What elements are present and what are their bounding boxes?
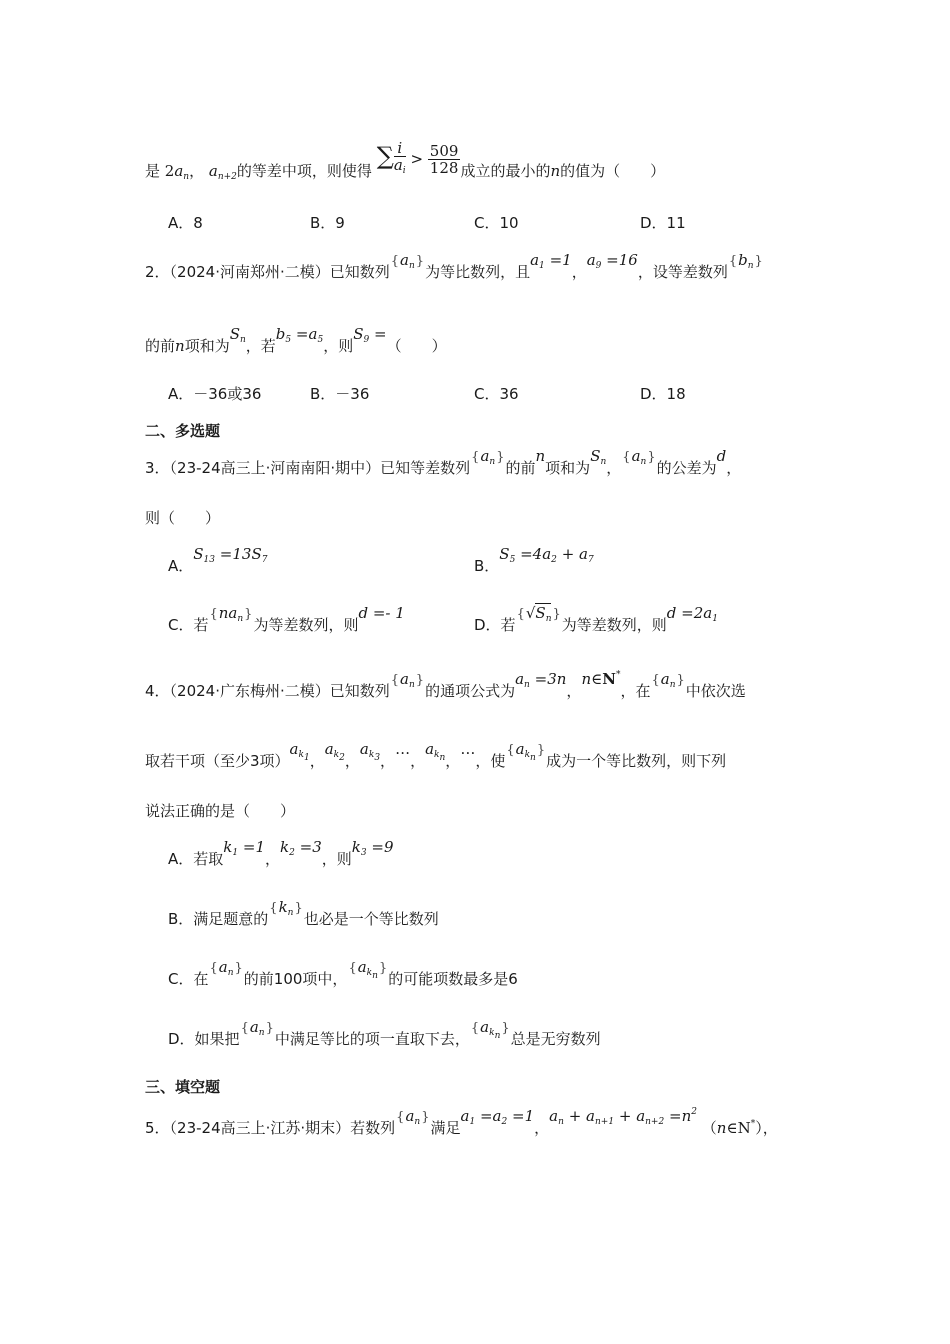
q4-option-c: C．在$\{a_n\}$的前100项中，$\{a_{k_n}\}$的可能项数最多是6 (168, 958, 518, 988)
q2-line1: 2．（2024·河南郑州·二模）已知数列$\{a_n\}$为等比数列，且$a_1 =1$，$a_9 =16$，设等差数列$\{b_n\}$ (145, 251, 763, 281)
q3-option-c: C．若$\{na_n\}$为等差数列，则d =- 1 (168, 604, 405, 634)
q3-option-d: D．若$\{√S_n\}$为等差数列，则$d =2a_1$ (474, 604, 718, 634)
q5-line1: 5．（23-24高三上·江苏·期末）若数列$\{a_n\}$满足$a_1 =a_2 =1$，$a_n + a_{n+1} + a_{n+2} =n^2$ （n∈N*）， (145, 1107, 778, 1137)
q2-option-b: B．－36 (310, 385, 370, 403)
q4-option-a: A．若取$k_1 =1$，$k_2 =3$，则$k_3 =9$ (168, 838, 394, 868)
q2-option-c: C．36 (474, 385, 519, 403)
q3-line2: 则（ ） (145, 509, 221, 527)
q3-option-b: B．$S_5 =4a_2 + a_7$ (474, 545, 594, 575)
q4-line3: 说法正确的是（ ） (145, 802, 296, 820)
q1-option-d: D．11 (640, 214, 686, 232)
q4-line1: 4．（2024·广东梅州·二模）已知数列$\{a_n\}$的通项公式为$a_n =3n$，n∈N*，在$\{a_n\}$中依次选 (145, 670, 746, 700)
q2-option-a: A．－36或36 (168, 385, 262, 403)
q1-option-a: A．8 (168, 214, 203, 232)
q4-option-d: D．如果把$\{a_n\}$中满足等比的项一直取下去，$\{a_{k_n}\}$总是无穷数列 (168, 1018, 601, 1048)
q1-line: 是 $2a_n$， $a_{n+2}$的等差中项，则使得 ∑ $\frac{i}{a_i}$ > $\frac{509}{128}$ 成立的最小的n的值为（ ） (145, 139, 666, 182)
q4-line2: 取若干项（至少3项）$a_{k_1}$，$a_{k_2}$，$a_{k_3}$，…，$a_{k_n}$，…，使$\{a_{k_n}\}$成为一个等比数列，则下列 (145, 740, 727, 770)
section-heading-fill-in: 三、填空题 (145, 1078, 221, 1096)
q2-option-d: D．18 (640, 385, 686, 403)
q3-option-a: A．$S_{13} =13S_7$ (168, 545, 268, 575)
q1-option-c: C．10 (474, 214, 519, 232)
math-2an: $2a_n$ (164, 162, 190, 182)
q1-option-b: B．9 (310, 214, 345, 232)
math-sum-inequality: ∑ $\frac{i}{a_i}$ > $\frac{509}{128}$ (376, 139, 459, 177)
math-an2: $a_{n+2}$ (208, 162, 237, 182)
q2-line2: 的前n项和为$S_n$，若$b_5 =a_5$，则$S_9$ =（ ） (145, 325, 447, 355)
section-heading-multiple-choice: 二、多选题 (145, 422, 221, 440)
q3-line1: 3．（23-24高三上·河南南阳·期中）已知等差数列$\{a_n\}$的前n项和为$S_n$，$\{a_n\}$的公差为d， (145, 447, 742, 477)
q4-option-b: B．满足题意的$\{k_n\}$也必是一个等比数列 (168, 898, 439, 928)
